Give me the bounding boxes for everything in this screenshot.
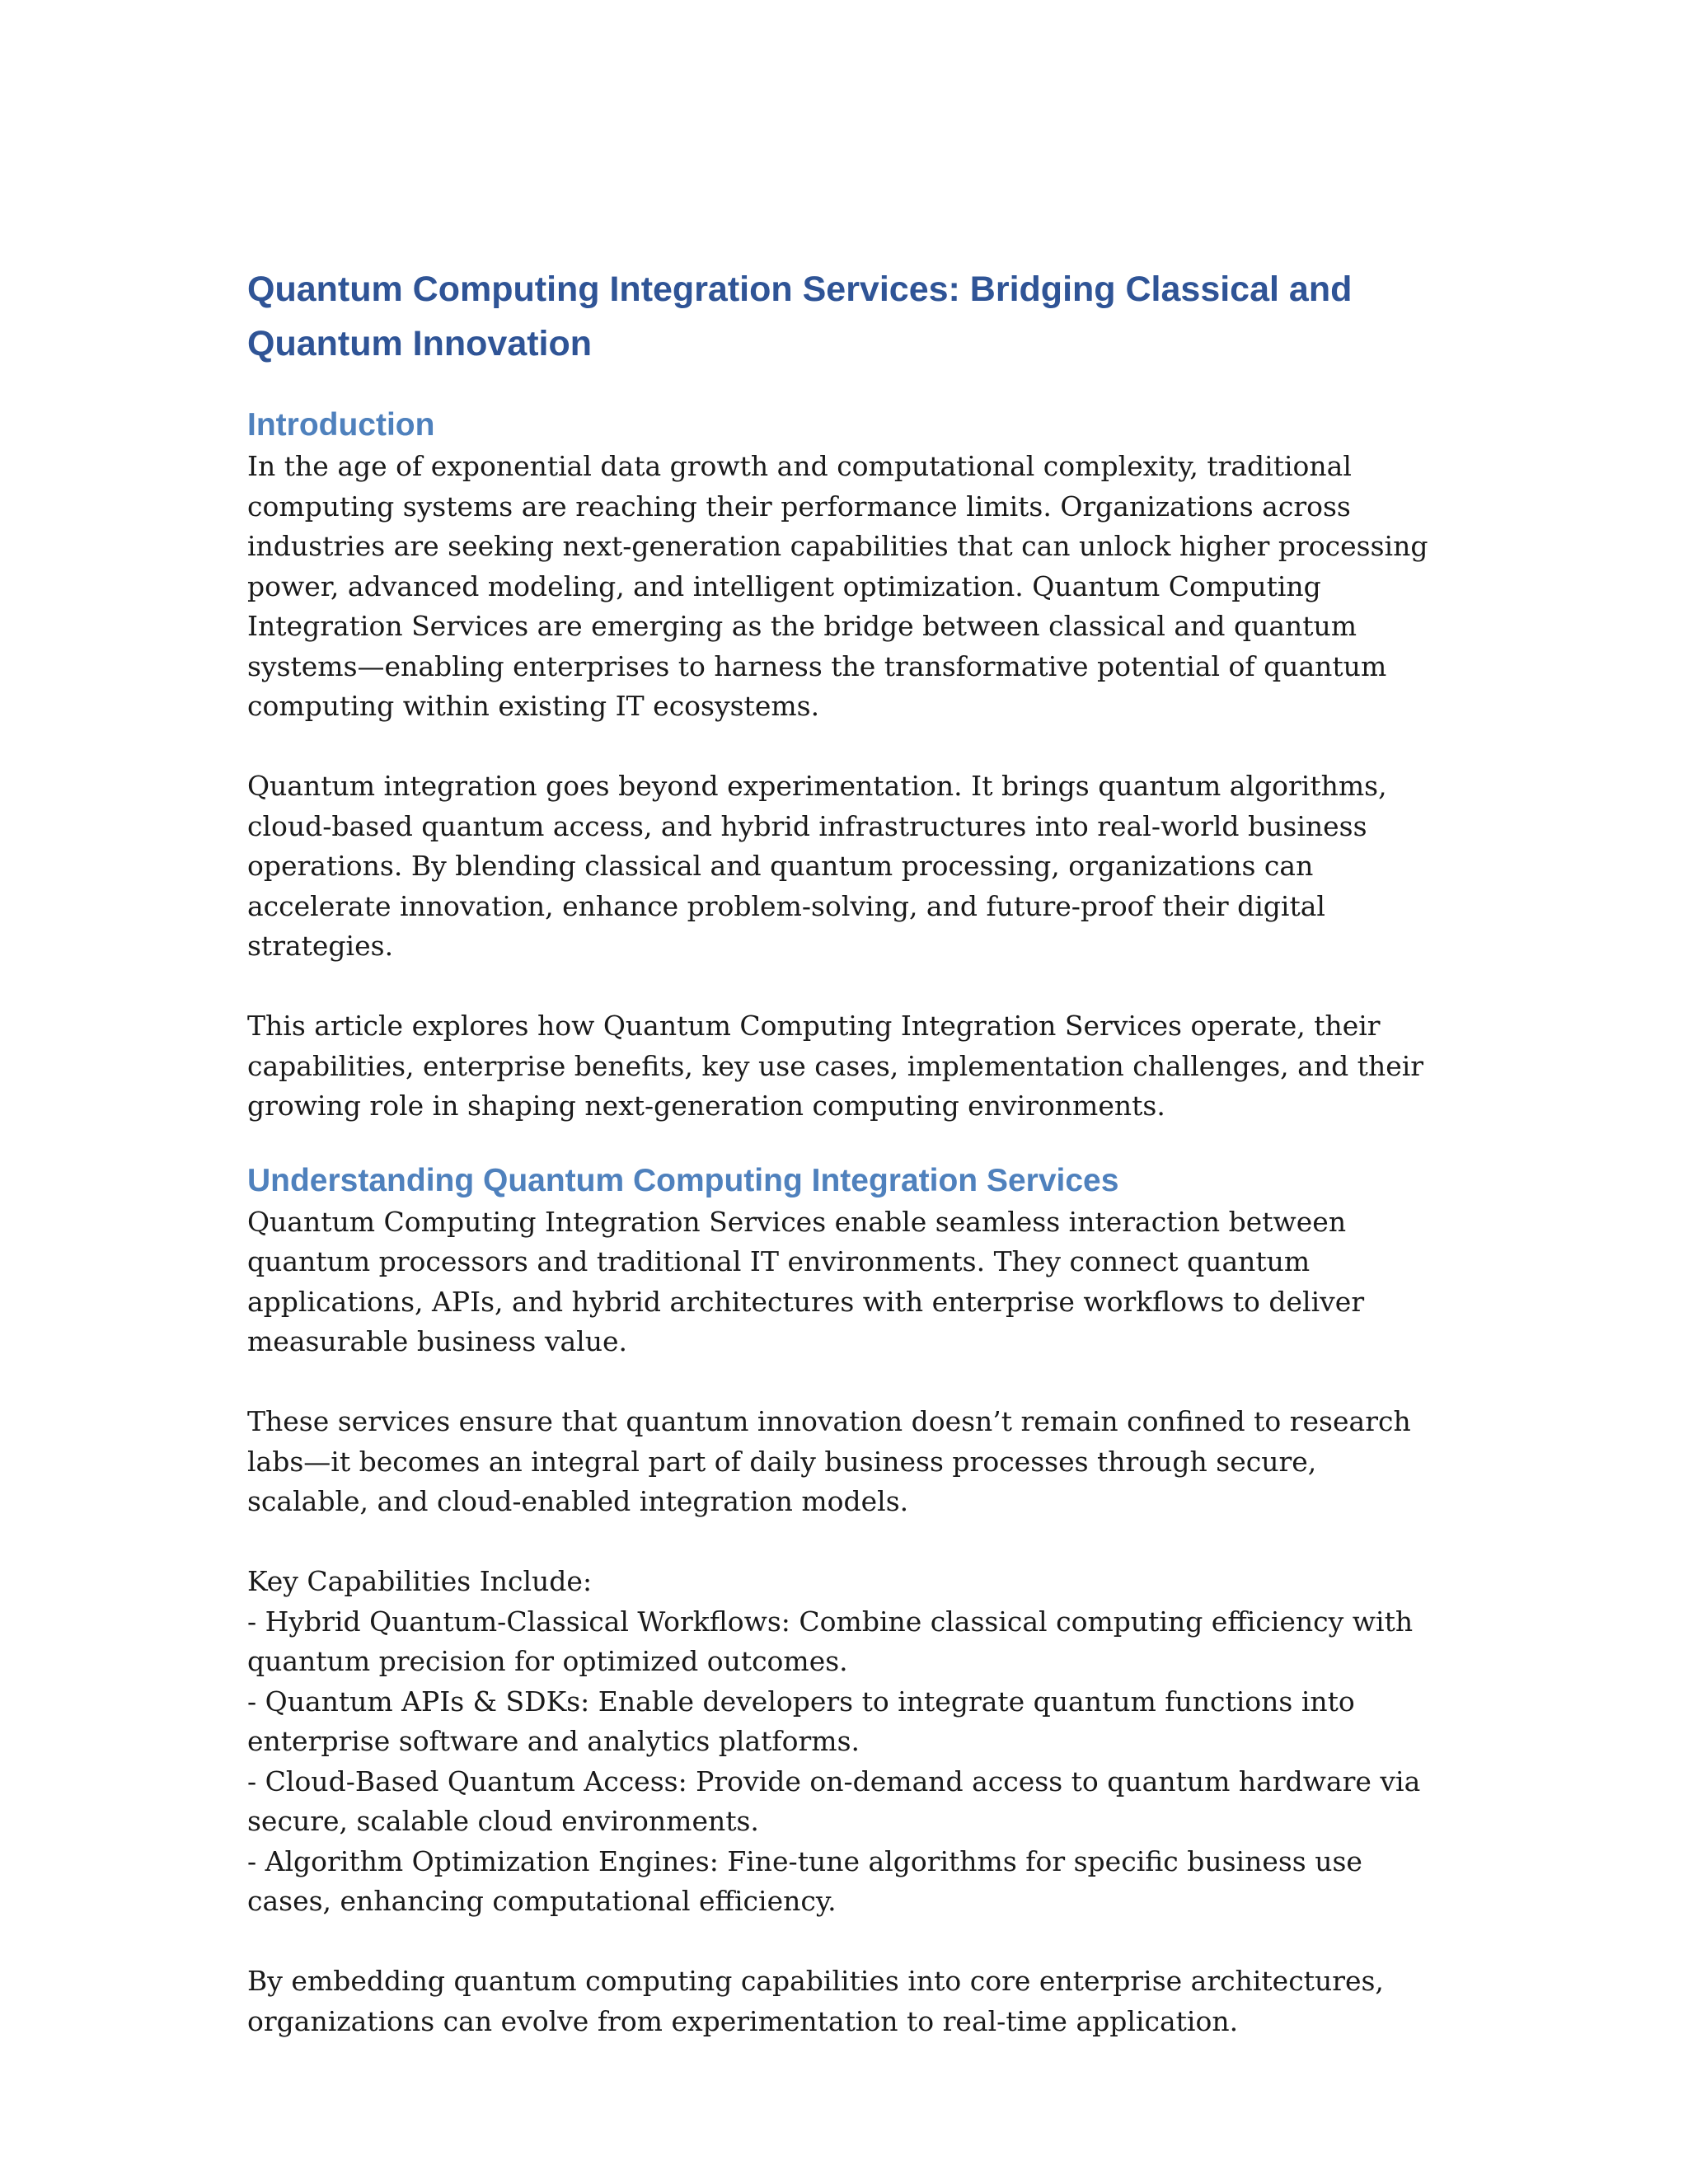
section-introduction xyxy=(247,404,1442,1127)
capability-item-hybrid-workflows: - Hybrid Quantum-Classical Workflows: Combine classical computing efficiency with quantum precision for optimized outcomes. xyxy=(247,1605,1414,1677)
capability-item-cloud-access: - Cloud-Based Quantum Access: Provide on-demand access to quantum hardware via secure, scalable cloud environments. xyxy=(247,1765,1421,1837)
section-understanding xyxy=(247,1160,1442,2042)
paragraph-spacer xyxy=(247,1922,1442,1962)
paragraph-spacer xyxy=(247,967,1442,1007)
intro-paragraph-2: Quantum integration goes beyond experimentation. It brings quantum algorithms, cloud-based quantum access, and hybrid infrastructures into real-world business operations. By blending classical and quantum processing, organizations can accelerate innovation, enhance problem-solving, and future-proof their digital strategies. xyxy=(247,770,1387,962)
closing-paragraph: By embedding quantum computing capabilities into core enterprise architectures, organizations can evolve from experimentation to real-time application. xyxy=(247,1965,1384,2037)
paragraph-spacer xyxy=(247,727,1442,767)
document-title: Quantum Computing Integration Services: Bridging Classical and Quantum Innovation xyxy=(247,269,1353,363)
understanding-paragraph-2: These services ensure that quantum innovation doesn’t remain confined to research labs—it becomes an integral part of daily business processes through secure, scalable, and cloud-enabled integration models. xyxy=(247,1405,1411,1517)
section-spacer xyxy=(247,1127,1442,1160)
understanding-paragraph-1: Quantum Computing Integration Services enable seamless interaction between quantum processors and traditional IT environments. They connect quantum applications, APIs, and hybrid architectures with enterprise workflows to deliver measurable business value. xyxy=(247,1205,1365,1357)
paragraph-spacer xyxy=(247,1362,1442,1403)
section-heading-understanding: Understanding Quantum Computing Integration Services xyxy=(247,1162,1119,1198)
capability-item-algorithm-optimization: - Algorithm Optimization Engines: Fine-tune algorithms for specific business use cases, enhancing computational efficiency. xyxy=(247,1844,1362,1917)
intro-paragraph-3: This article explores how Quantum Computing Integration Services operate, their capabilities, enterprise benefits, key use cases, implementation challenges, and their growing role in shaping next-generation computing environments. xyxy=(247,1010,1424,1122)
section-heading-introduction: Introduction xyxy=(247,407,435,443)
document-page xyxy=(247,262,1442,2041)
intro-paragraph-1: In the age of exponential data growth and computational complexity, traditional computing systems are reaching their performance limits. Organizations across industries are seeking next-generation capabilities that can unlock higher processing power, advanced modeling, and intelligent optimization. Quantum Computing Integration Services are emerging as the bridge between classical and quantum systems—enabling enterprises to harness the transformative potential of quantum computing within existing IT ecosystems. xyxy=(247,450,1428,722)
capabilities-list-intro: Key Capabilities Include: xyxy=(247,1565,593,1597)
paragraph-spacer xyxy=(247,1522,1442,1563)
capability-item-apis-sdks: - Quantum APIs & SDKs: Enable developers to integrate quantum functions into enterprise software and analytics platforms. xyxy=(247,1685,1355,1757)
